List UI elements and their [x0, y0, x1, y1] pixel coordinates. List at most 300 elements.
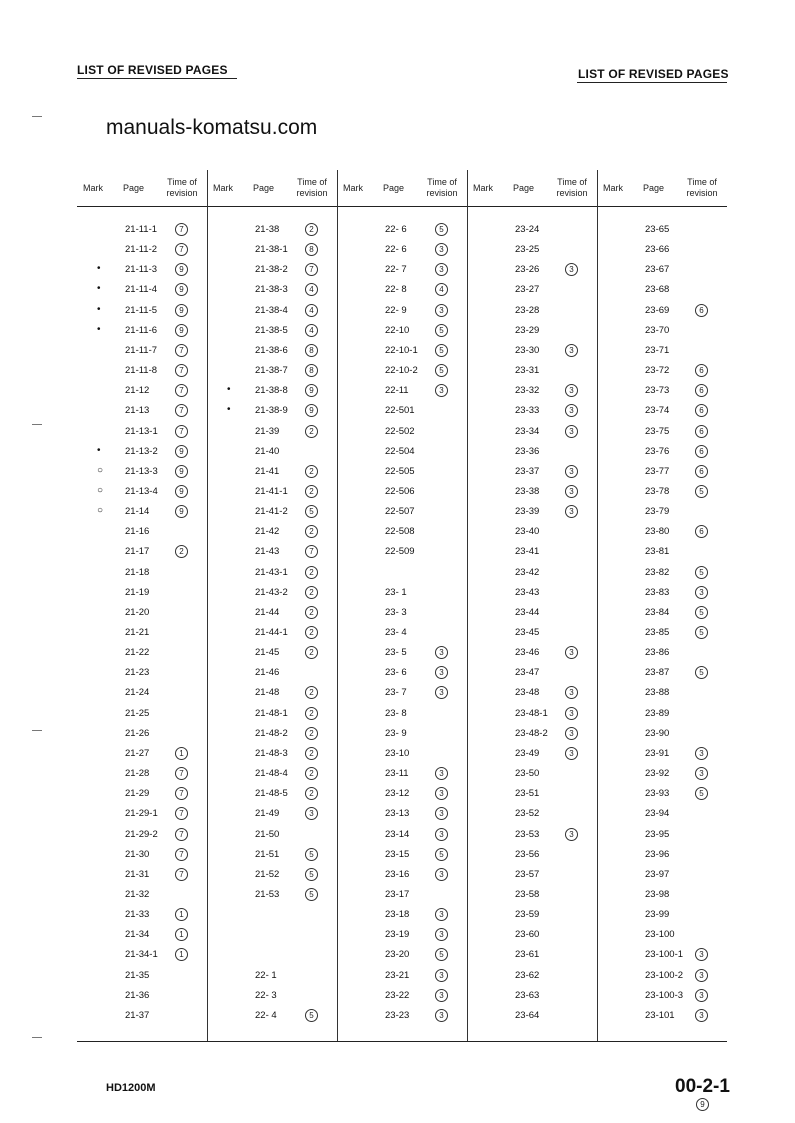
page-number-cell: 21-52 — [255, 868, 280, 880]
page-number-cell: 21-44-1 — [255, 627, 288, 638]
page-number-cell: 23-100-1 — [645, 949, 684, 961]
page-number-cell: 23-12 — [385, 788, 410, 800]
page-number-cell: 21-51 — [255, 848, 280, 860]
page-number-cell: 23-26 — [515, 264, 540, 276]
page-number-cell: 23-19 — [385, 929, 410, 941]
page-number-cell: 23-30 — [515, 344, 540, 356]
page-number-cell: 23-40 — [515, 526, 540, 538]
revision-circle: 7 — [175, 425, 188, 438]
page-number-cell: 23-81 — [645, 546, 670, 558]
page-number-cell: 23-53 — [515, 828, 540, 840]
revision-circle: 6 — [695, 425, 708, 438]
page-number-cell: 23-99 — [645, 909, 670, 921]
page-number-cell: 21-48-4 — [255, 768, 288, 780]
column-header-time-line1: Time of — [687, 177, 717, 187]
revision-circle: 3 — [565, 646, 578, 659]
revision-circle: 7 — [175, 384, 188, 397]
table-bottom-rule — [77, 1041, 727, 1042]
page-number-cell: 23-33 — [515, 405, 540, 417]
column-header-time-line2: revision — [166, 188, 198, 198]
revision-circle: 2 — [305, 465, 318, 478]
revision-circle: 3 — [435, 868, 448, 881]
page-number-cell: 22- 7 — [385, 264, 407, 276]
page-number-cell: 21-22 — [125, 647, 150, 659]
revision-circle: 4 — [435, 283, 448, 296]
page-number-cell: 21-34-1 — [125, 949, 158, 961]
page-number-cell: 22-10-2 — [385, 365, 418, 377]
page-number-cell: 23-58 — [515, 888, 540, 900]
page-number-cell: 23-72 — [645, 365, 670, 377]
page-number-cell: 23-86 — [645, 647, 670, 659]
page-number-cell: 23-50 — [515, 768, 540, 780]
page-number-cell: 21-29 — [125, 788, 150, 800]
footer-model: HD1200M — [106, 1082, 156, 1094]
page-number-cell: 23-84 — [645, 606, 670, 618]
column-header-page: Page — [383, 183, 405, 193]
page-number-cell: 21-48-2 — [255, 727, 288, 739]
page-number-cell: 21-33 — [125, 909, 150, 921]
revision-circle: 7 — [175, 807, 188, 820]
column-header-time-line1: Time of — [557, 177, 587, 187]
page-number-cell: 21-41 — [255, 465, 280, 477]
page-number-cell: 21-38-2 — [255, 264, 288, 276]
page-number-cell: 21-32 — [125, 888, 150, 900]
page-number-cell: 21-11-5 — [125, 304, 158, 316]
page-number-cell: 21-43-2 — [255, 586, 288, 598]
revision-circle: 3 — [435, 807, 448, 820]
revision-circle: 1 — [175, 928, 188, 941]
revision-circle: 9 — [175, 465, 188, 478]
page-number-cell: 23-48-2 — [515, 727, 548, 739]
revision-circle: 3 — [435, 384, 448, 397]
page-number-cell: 23-52 — [515, 808, 540, 820]
revision-circle: 7 — [175, 828, 188, 841]
page-number-cell: 22-506 — [385, 485, 415, 497]
revision-circle: 6 — [695, 445, 708, 458]
column-header-time-of-revision — [289, 177, 335, 199]
page-number-cell: 22-11 — [385, 385, 409, 397]
page-number-cell: 23-22 — [385, 989, 410, 1001]
page-number-cell: 21-29-2 — [125, 828, 158, 840]
page-number-cell: 23-75 — [645, 425, 670, 437]
revision-mark: • — [97, 323, 101, 335]
revision-circle: 4 — [305, 283, 318, 296]
page-number-cell: 23-13 — [385, 808, 410, 820]
revision-circle: 9 — [175, 283, 188, 296]
page-number-cell: 23-83 — [645, 586, 670, 598]
column-header-page: Page — [123, 183, 145, 193]
revision-mark: • — [97, 263, 101, 275]
revision-circle: 3 — [565, 384, 578, 397]
page-number-cell: 23- 1 — [385, 586, 407, 598]
page-number-cell: 23-100-2 — [645, 969, 684, 981]
revision-circle: 2 — [305, 606, 318, 619]
revision-circle: 3 — [305, 807, 318, 820]
page-number-cell: 22-507 — [385, 506, 415, 518]
revision-circle: 3 — [565, 747, 578, 760]
revision-circle: 5 — [695, 787, 708, 800]
header-left-rule — [77, 78, 237, 79]
page-number-cell: 22-501 — [385, 405, 415, 417]
page-number-cell: 23-23 — [385, 1009, 410, 1021]
revision-circle: 7 — [175, 767, 188, 780]
page-number-cell: 23- 6 — [385, 667, 407, 679]
column-header-time-line1: Time of — [427, 177, 457, 187]
revision-circle: 7 — [175, 404, 188, 417]
column-divider — [597, 170, 598, 1041]
revision-circle: 3 — [695, 747, 708, 760]
page-number-cell: 21-24 — [125, 687, 150, 699]
page-number-cell: 21-39 — [255, 425, 280, 437]
page-number-cell: 22- 6 — [385, 244, 407, 256]
margin-mark — [32, 730, 42, 731]
page-number-cell: 23-91 — [645, 747, 670, 759]
page-number-cell: 23-95 — [645, 828, 670, 840]
revision-circle: 1 — [175, 747, 188, 760]
page-number-cell: 23-92 — [645, 768, 670, 780]
footer-revision-badge: 9 — [696, 1098, 709, 1111]
page-number-cell: 23-79 — [645, 506, 670, 518]
revision-circle: 5 — [305, 888, 318, 901]
page-number-cell: 23-11 — [385, 768, 409, 780]
revision-circle: 1 — [175, 948, 188, 961]
footer-page-number: 00-2-1 — [675, 1076, 730, 1097]
page-number-cell: 23-31 — [515, 365, 540, 377]
table-header-rule — [77, 206, 727, 207]
revision-circle: 3 — [695, 767, 708, 780]
page-number-cell: 22-502 — [385, 425, 415, 437]
page-number-cell: 23-34 — [515, 425, 540, 437]
page-number-cell: 23-63 — [515, 989, 540, 1001]
header-left-title: LIST OF REVISED PAGES — [77, 63, 228, 77]
page-number-cell: 23-47 — [515, 667, 540, 679]
page-number-cell: 21-13-4 — [125, 485, 158, 497]
page-number-cell: 22-10 — [385, 324, 410, 336]
revision-circle: 2 — [175, 545, 188, 558]
page-number-cell: 23-45 — [515, 627, 540, 638]
page-number-cell: 22- 1 — [255, 969, 277, 981]
page-number-cell: 23-96 — [645, 848, 670, 860]
page-number-cell: 21-41-2 — [255, 506, 288, 518]
column-header-mark: Mark — [343, 183, 363, 193]
page-number-cell: 22-10-1 — [385, 344, 418, 356]
page-number-cell: 23-62 — [515, 969, 540, 981]
revision-circle: 3 — [695, 969, 708, 982]
page-number-cell: 23-85 — [645, 627, 670, 638]
page-number-cell: 22-508 — [385, 526, 415, 538]
revision-circle: 4 — [305, 304, 318, 317]
revision-circle: 5 — [695, 566, 708, 579]
revision-circle: 3 — [435, 666, 448, 679]
page-number-cell: 23-100 — [645, 929, 675, 941]
page-number-cell: 21-12 — [125, 385, 150, 397]
page-number-cell: 23-101 — [645, 1009, 675, 1021]
revision-circle: 2 — [305, 727, 318, 740]
page-number-cell: 23-39 — [515, 506, 540, 518]
revision-circle: 3 — [435, 686, 448, 699]
column-header-time-of-revision — [419, 177, 465, 199]
revision-circle: 6 — [695, 364, 708, 377]
revision-circle: 7 — [175, 868, 188, 881]
revision-circle: 3 — [565, 707, 578, 720]
column-header-time-line1: Time of — [297, 177, 327, 187]
page-number-cell: 21-23 — [125, 667, 150, 679]
page-number-cell: 21-29-1 — [125, 808, 158, 820]
page-number-cell: 21-13-1 — [125, 425, 158, 437]
page-number-cell: 23-71 — [645, 344, 670, 356]
page-number-cell: 23-67 — [645, 264, 670, 276]
page-number-cell: 21-38 — [255, 224, 280, 235]
header-right-rule — [577, 82, 727, 83]
page-number-cell: 21-38-6 — [255, 344, 288, 356]
page-number-cell: 21-17 — [125, 546, 150, 558]
page-number-cell: 21-49 — [255, 808, 280, 820]
page-number-cell: 21-16 — [125, 526, 150, 538]
revision-circle: 5 — [695, 485, 708, 498]
revision-circle: 3 — [565, 263, 578, 276]
page-number-cell: 21-48-5 — [255, 788, 288, 800]
revision-circle: 5 — [695, 606, 708, 619]
page-number-cell: 23-20 — [385, 949, 410, 961]
page-number-cell: 21-27 — [125, 747, 150, 759]
page-number-cell: 21-20 — [125, 606, 150, 618]
page-number-cell: 21-25 — [125, 707, 150, 719]
page-number-cell: 21-38-9 — [255, 405, 288, 417]
revision-circle: 5 — [435, 324, 448, 337]
revision-circle: 9 — [175, 263, 188, 276]
revision-circle: 5 — [695, 626, 708, 639]
page-number-cell: 22- 6 — [385, 224, 407, 235]
page-number-cell: 21-11-2 — [125, 244, 158, 256]
page-number-cell: 23-90 — [645, 727, 670, 739]
column-header-mark: Mark — [473, 183, 493, 193]
revision-circle: 3 — [565, 465, 578, 478]
page-number-cell: 23-68 — [645, 284, 670, 296]
page-number-cell: 23-98 — [645, 888, 670, 900]
page-number-cell: 23-97 — [645, 868, 670, 880]
page-number-cell: 23-60 — [515, 929, 540, 941]
column-header-mark: Mark — [213, 183, 233, 193]
page-number-cell: 21-42 — [255, 526, 280, 538]
revision-circle: 7 — [175, 848, 188, 861]
revision-circle: 6 — [695, 404, 708, 417]
revision-circle: 3 — [565, 485, 578, 498]
revision-circle: 2 — [305, 485, 318, 498]
revision-circle: 5 — [435, 364, 448, 377]
revision-circle: 9 — [175, 445, 188, 458]
page-number-cell: 21-36 — [125, 989, 150, 1001]
revision-circle: 8 — [305, 243, 318, 256]
page-number-cell: 23-18 — [385, 909, 410, 921]
page-number-cell: 21-13 — [125, 405, 150, 417]
revision-circle: 9 — [175, 324, 188, 337]
page-number-cell: 23-78 — [645, 485, 670, 497]
revision-circle: 5 — [435, 344, 448, 357]
revision-circle: 3 — [435, 263, 448, 276]
revision-circle: 2 — [305, 425, 318, 438]
page-number-cell: 23- 8 — [385, 707, 407, 719]
column-header-time-line1: Time of — [167, 177, 197, 187]
revision-circle: 9 — [175, 485, 188, 498]
revision-circle: 3 — [695, 586, 708, 599]
revision-mark: • — [97, 283, 101, 295]
revision-circle: 3 — [695, 1009, 708, 1022]
page-number-cell: 21-13-2 — [125, 445, 158, 457]
revision-circle: 3 — [435, 243, 448, 256]
page-number-cell: 23-48-1 — [515, 707, 548, 719]
page-number-cell: 21-48-1 — [255, 707, 288, 719]
page-number-cell: 21-43-1 — [255, 566, 288, 578]
revision-circle: 3 — [435, 969, 448, 982]
page-number-cell: 23-32 — [515, 385, 540, 397]
column-header-page: Page — [643, 183, 665, 193]
page-number-cell: 22-509 — [385, 546, 415, 558]
page-number-cell: 21-30 — [125, 848, 150, 860]
revision-circle: 5 — [695, 666, 708, 679]
revision-circle: 2 — [305, 747, 318, 760]
column-header-time-of-revision — [679, 177, 725, 199]
revision-circle: 5 — [435, 948, 448, 961]
page-number-cell: 23-21 — [385, 969, 410, 981]
column-divider — [207, 170, 208, 1041]
revision-circle: 3 — [435, 1009, 448, 1022]
revision-mark: • — [97, 303, 101, 315]
revision-mark: ○ — [97, 505, 104, 517]
column-header-page: Page — [253, 183, 275, 193]
page-number-cell: 21-35 — [125, 969, 150, 981]
revision-circle: 3 — [565, 404, 578, 417]
revision-circle: 3 — [435, 928, 448, 941]
page-number-cell: 23-49 — [515, 747, 540, 759]
page-number-cell: 23- 3 — [385, 606, 407, 618]
page-number-cell: 23-17 — [385, 888, 410, 900]
page-number-cell: 21-11-7 — [125, 344, 158, 356]
page-number-cell: 23-82 — [645, 566, 670, 578]
page-number-cell: 23-59 — [515, 909, 540, 921]
column-divider — [467, 170, 468, 1041]
revision-circle: 3 — [435, 787, 448, 800]
page-number-cell: 23-10 — [385, 747, 410, 759]
page-number-cell: 23-36 — [515, 445, 540, 457]
page-number-cell: 23-65 — [645, 224, 670, 235]
page-number-cell: 21-43 — [255, 546, 280, 558]
page-number-cell: 23-15 — [385, 848, 410, 860]
revision-circle: 3 — [435, 908, 448, 921]
page-number-cell: 21-19 — [125, 586, 150, 598]
page-number-cell: 23-73 — [645, 385, 670, 397]
revision-circle: 2 — [305, 223, 318, 236]
page-number-cell: 23-46 — [515, 647, 540, 659]
page-number-cell: 21-53 — [255, 888, 280, 900]
page-number-cell: 21-18 — [125, 566, 150, 578]
page-number-cell: 23- 9 — [385, 727, 407, 739]
page-number-cell: 23-69 — [645, 304, 670, 316]
revision-mark: • — [97, 444, 101, 456]
revision-circle: 9 — [175, 304, 188, 317]
page-number-cell: 21-37 — [125, 1009, 150, 1021]
page-number-cell: 23-16 — [385, 868, 410, 880]
page-number-cell: 21-11-6 — [125, 324, 158, 336]
revision-circle: 5 — [305, 848, 318, 861]
column-divider — [337, 170, 338, 1041]
revision-circle: 7 — [175, 787, 188, 800]
page-number-cell: 23-87 — [645, 667, 670, 679]
revision-circle: 2 — [305, 707, 318, 720]
page-number-cell: 23-93 — [645, 788, 670, 800]
revision-circle: 6 — [695, 525, 708, 538]
page-number-cell: 23-80 — [645, 526, 670, 538]
column-header-time-of-revision — [159, 177, 205, 199]
page-number-cell: 23- 5 — [385, 647, 407, 659]
revision-circle: 3 — [435, 989, 448, 1002]
page-number-cell: 23-51 — [515, 788, 540, 800]
revision-circle: 7 — [175, 344, 188, 357]
page-number-cell: 21-48 — [255, 687, 280, 699]
page-number-cell: 22- 9 — [385, 304, 407, 316]
page-number-cell: 23-29 — [515, 324, 540, 336]
revision-circle: 5 — [305, 868, 318, 881]
page-number-cell: 21-46 — [255, 667, 280, 679]
page-number-cell: 21-34 — [125, 929, 150, 941]
revision-circle: 3 — [565, 425, 578, 438]
page-number-cell: 21-38-8 — [255, 385, 288, 397]
page-number-cell: 23-25 — [515, 244, 540, 256]
page-number-cell: 23-77 — [645, 465, 670, 477]
page-number-cell: 22- 8 — [385, 284, 407, 296]
page-number-cell: 22- 3 — [255, 989, 277, 1001]
page-number-cell: 23-41 — [515, 546, 540, 558]
revision-circle: 2 — [305, 586, 318, 599]
page-number-cell: 23- 4 — [385, 627, 407, 638]
page-number-cell: 21-40 — [255, 445, 280, 457]
revision-circle: 2 — [305, 566, 318, 579]
page-number-cell: 23- 7 — [385, 687, 407, 699]
page-number-cell: 21-31 — [125, 868, 150, 880]
page-number-cell: 21-38-4 — [255, 304, 288, 316]
column-header-time-line2: revision — [426, 188, 458, 198]
page-number-cell: 21-38-3 — [255, 284, 288, 296]
revision-circle: 5 — [435, 223, 448, 236]
page-number-cell: 21-28 — [125, 768, 150, 780]
page-number-cell: 21-48-3 — [255, 747, 288, 759]
revision-circle: 9 — [305, 384, 318, 397]
margin-mark — [32, 116, 42, 117]
page-number-cell: 22- 4 — [255, 1009, 277, 1021]
page-number-cell: 21-11-1 — [125, 224, 158, 235]
page-number-cell: 21-50 — [255, 828, 280, 840]
page-number-cell: 21-13-3 — [125, 465, 158, 477]
revision-mark: • — [227, 404, 231, 416]
revision-circle: 3 — [565, 344, 578, 357]
watermark-text: manuals-komatsu.com — [106, 116, 318, 139]
page-number-cell: 23-76 — [645, 445, 670, 457]
page-number-cell: 23-24 — [515, 224, 540, 235]
page-number-cell: 23-94 — [645, 808, 670, 820]
page-number-cell: 23-100-3 — [645, 989, 684, 1001]
page-number-cell: 23-66 — [645, 244, 670, 256]
revision-circle: 7 — [305, 545, 318, 558]
page-number-cell: 23-88 — [645, 687, 670, 699]
revision-circle: 7 — [175, 223, 188, 236]
page-number-cell: 21-14 — [125, 506, 150, 518]
page-number-cell: 23-57 — [515, 868, 540, 880]
page-number-cell: 21-38-1 — [255, 244, 288, 256]
revision-circle: 3 — [435, 304, 448, 317]
revision-circle: 3 — [695, 948, 708, 961]
page-number-cell: 21-44 — [255, 606, 280, 618]
revision-circle: 6 — [695, 384, 708, 397]
revision-circle: 3 — [565, 727, 578, 740]
